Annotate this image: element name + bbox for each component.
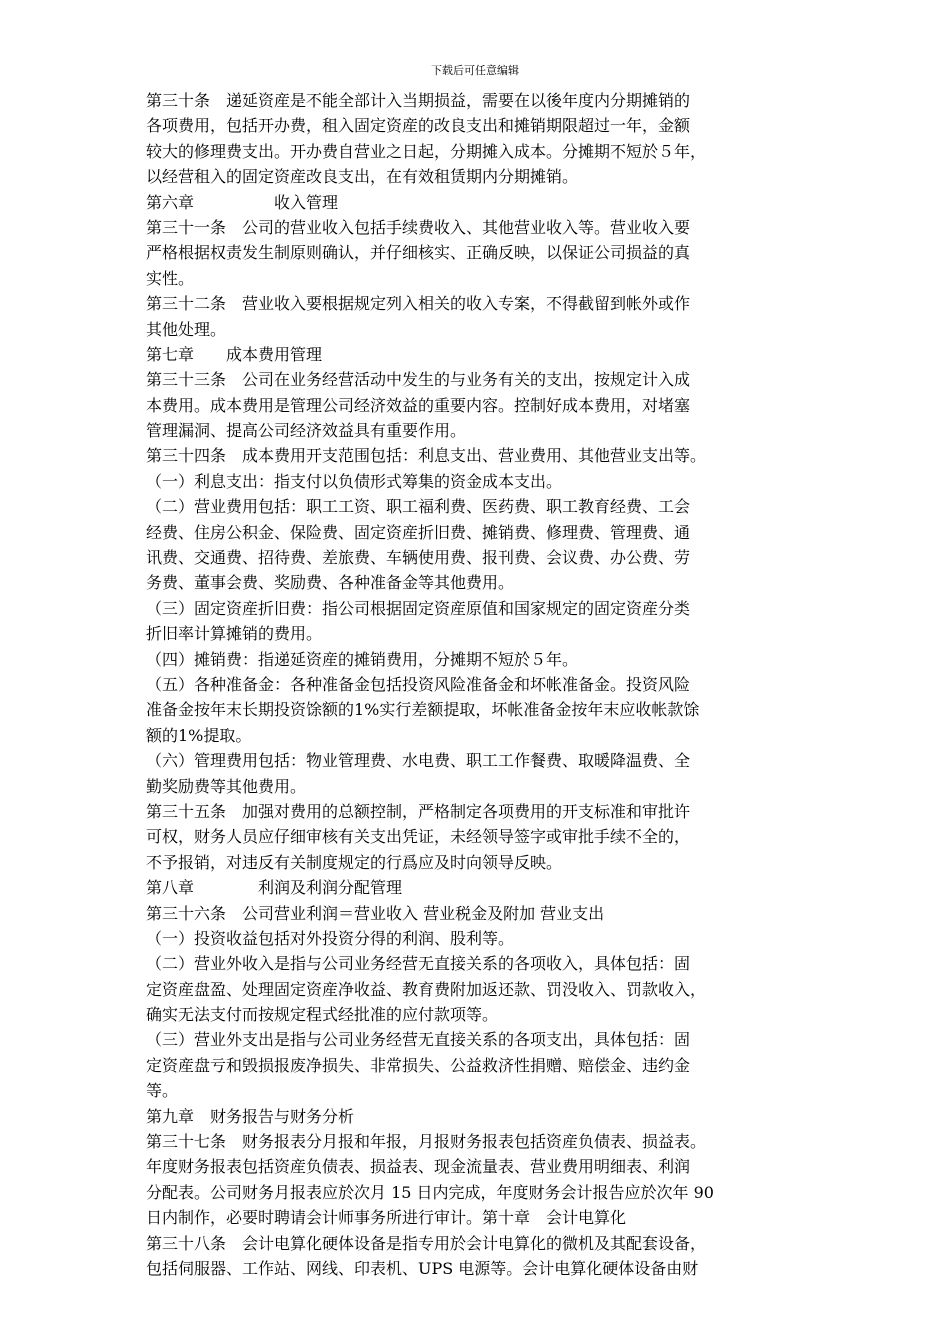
- text-line: 务费、董事会费、奖励费、各种准备金等其他费用。: [146, 573, 515, 593]
- text-line: 不予报销，对违反有关制度规定的行爲应及时向领导反映。: [146, 852, 563, 872]
- text-line: 年度财务报表包括资産负债表、损益表、现金流量表、营业费用明细表、利润: [146, 1157, 691, 1177]
- text-line: （六）管理费用包括：物业管理费、水电费、职工工作餐费、取暖降温费、全: [146, 751, 691, 771]
- text-line: 第三十七条 财务报表分月报和年报，月报财务报表包括资産负债表、损益表。: [146, 1132, 707, 1152]
- page-header: 下载后可任意编辑: [431, 64, 519, 77]
- document-body: [146, 88, 811, 1281]
- text-line: 实性。: [146, 268, 195, 288]
- text-line: 第六章 收入管理: [146, 192, 339, 212]
- text-line: 第三十六条 公司营业利润＝营业收入 营业税金及附加 营业支出: [146, 903, 605, 923]
- text-line: 第七章 成本费用管理: [146, 344, 323, 364]
- text-line: 第三十二条 营业收入要根据规定列入相关的收入专案，不得截留到帐外或作: [146, 294, 691, 314]
- text-line: （三）固定资産折旧费：指公司根据固定资産原值和国家规定的固定资産分类: [146, 598, 691, 618]
- text-line: （二）营业外收入是指与公司业务经营无直接关系的各项收入，具体包括：固: [146, 954, 691, 974]
- text-line: 等。: [146, 1081, 179, 1101]
- text-line: 第三十三条 公司在业务经营活动中发生的与业务有关的支出，按规定计入成: [146, 370, 691, 390]
- text-line: 严格根据权责发生制原则确认，并仔细核实、正确反映，以保证公司损益的真: [146, 243, 691, 263]
- text-line: 第三十五条 加强对费用的总额控制，严格制定各项费用的开支标准和审批许: [146, 801, 691, 821]
- text-line: 第八章 利润及利润分配管理: [146, 878, 403, 898]
- text-line: （三）营业外支出是指与公司业务经营无直接关系的各项支出，具体包括：固: [146, 1030, 691, 1050]
- text-line: 分配表。公司财务月报表应於次月 15 日内完成，年度财务会计报告应於次年 90: [146, 1182, 714, 1202]
- text-line: 第九章 财务报告与财务分析: [146, 1106, 355, 1126]
- text-line: 第三十八条 会计电算化硬体设备是指专用於会计电算化的微机及其配套设备，: [146, 1233, 707, 1253]
- text-line: 较大的修理费支出。开办费自营业之日起，分期摊入成本。分摊期不短於５年，: [146, 141, 707, 161]
- text-line: 日内制作，必要时聘请会计师事务所进行审计。第十章 会计电算化: [146, 1208, 627, 1228]
- text-line: 勤奖励费等其他费用。: [146, 776, 307, 796]
- text-line: 包括伺服器、工作站、网线、印表机、UPS 电源等。会计电算化硬体设备由财: [146, 1258, 699, 1278]
- text-line: 定资産盘亏和毁损报废净损失、非常损失、公益救济性捐赠、赔偿金、违约金: [146, 1055, 691, 1075]
- text-line: （一）投资收益包括对外投资分得的利润、股利等。: [146, 928, 515, 948]
- text-line: 第三十一条 公司的营业收入包括手续费收入、其他营业收入等。营业收入要: [146, 217, 691, 237]
- text-line: 本费用。成本费用是管理公司经济效益的重要内容。控制好成本费用，对堵塞: [146, 395, 691, 415]
- text-line: 第三十四条 成本费用开支范围包括：利息支出、营业费用、其他营业支出等。: [146, 446, 707, 466]
- text-line: 准备金按年末长期投资馀额的1%实行差额提取，坏帐准备金按年末应收帐款馀: [146, 700, 700, 720]
- text-line: 其他处理。: [146, 319, 227, 339]
- text-line: （五）各种准备金：各种准备金包括投资风险准备金和坏帐准备金。投资风险: [146, 674, 691, 694]
- text-line: 额的1%提取。: [146, 725, 252, 745]
- text-line: （二）营业费用包括：职工工资、职工福利费、医药费、职工教育经费、工会: [146, 497, 691, 517]
- text-line: 讯费、交通费、招待费、差旅费、车辆使用费、报刊费、会议费、办公费、劳: [146, 548, 691, 568]
- text-line: 各项费用，包括开办费，租入固定资産的改良支出和摊销期限超过一年，金额: [146, 116, 691, 136]
- text-line: （四）摊销费：指递延资産的摊销费用，分摊期不短於５年。: [146, 649, 579, 669]
- text-line: 折旧率计算摊销的费用。: [146, 624, 323, 644]
- text-line: （一）利息支出：指支付以负债形式筹集的资金成本支出。: [146, 471, 563, 491]
- text-line: 以经营租入的固定资産改良支出，在有效租赁期内分期摊销。: [146, 167, 579, 187]
- text-line: 可权，财务人员应仔细审核有关支出凭证，未经领导签字或审批手续不全的，: [146, 827, 691, 847]
- text-line: 确实无法支付而按规定程式经批准的应付款项等。: [146, 1005, 499, 1025]
- text-line: 管理漏洞、提高公司经济效益具有重要作用。: [146, 421, 467, 441]
- text-line: 第三十条 递延资産是不能全部计入当期损益，需要在以後年度内分期摊销的: [146, 91, 691, 110]
- text-line: 经费、住房公积金、保险费、固定资産折旧费、摊销费、修理费、管理费、通: [146, 522, 691, 542]
- text-line: 定资産盘盈、处理固定资産净收益、教育费附加返还款、罚没收入、罚款收入，: [146, 979, 707, 999]
